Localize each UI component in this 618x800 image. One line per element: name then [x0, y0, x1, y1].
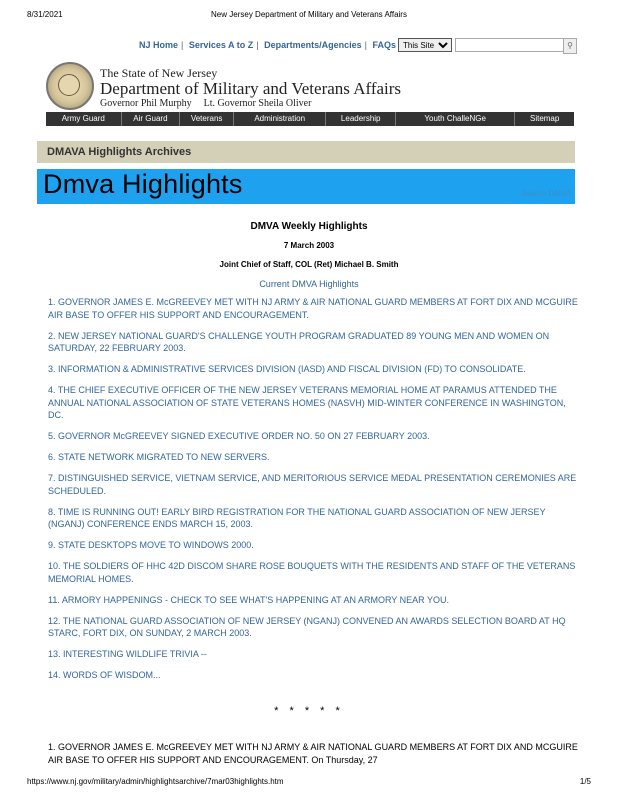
main-nav [46, 112, 574, 126]
nav-army-guard[interactable]: Army Guard [46, 112, 122, 126]
services-a-to-z-link[interactable]: Services A to Z [188, 40, 254, 50]
search-icon[interactable]: ⚲ [563, 38, 577, 54]
print-page-number: 1/5 [579, 777, 591, 786]
state-name: The State of New Jersey [100, 66, 218, 80]
print-date: 8/31/2021 [27, 10, 63, 19]
list-item[interactable]: 10. THE SOLDIERS OF HHC 42D DISCOM SHARE ROSE BOUQUETS WITH THE RESIDENTS AND STAFF OF THE VETERANS MEMORIAL HOMES. [48, 561, 576, 584]
print-title: New Jersey Department of Military and Veterans Affairs [211, 10, 407, 19]
lt-governor-name: Lt. Governor Sheila Oliver [203, 98, 312, 109]
list-item[interactable]: 12. THE NATIONAL GUARD ASSOCIATION OF NEW JERSEY (NGANJ) CONVENED AN AWARDS SELECTION BOARD AT HQ STARC, FORT DIX, ON SUNDAY, 2 MARCH 2003. [48, 615, 566, 638]
highlights-date: 7 March 2003 [283, 241, 335, 250]
list-item[interactable]: 5. GOVERNOR McGREEVEY SIGNED EXECUTIVE ORDER NO. 50 ON 27 FEBRUARY 2003. [48, 431, 430, 441]
first-story-paragraph: 1. GOVERNOR JAMES E. McGREEVEY MET WITH NJ ARMY & AIR NATIONAL GUARD MEMBERS AT FORT DIX AND MCGUIRE AIR BASE TO OFFER HIS SUPPORT AND ENCOURAGEMENT. On Thursday, 27 [48, 742, 578, 765]
list-item[interactable]: 14. WORDS OF WISDOM... [48, 670, 161, 680]
nav-administration[interactable]: Administration [234, 112, 326, 126]
departments-agencies-link[interactable]: Departments/Agencies [264, 40, 362, 50]
nav-youth-challenge[interactable]: Youth ChalleNGe [396, 112, 515, 126]
list-item[interactable]: 9. STATE DESKTOPS MOVE TO WINDOWS 2000. [48, 540, 254, 550]
faqs-link[interactable]: FAQs [372, 40, 396, 50]
list-item[interactable]: 6. STATE NETWORK MIGRATED TO NEW SERVERS. [48, 452, 270, 462]
list-item[interactable]: 13. INTERESTING WILDLIFE TRIVIA -- [48, 649, 207, 659]
top-links: NJ Home | Services A to Z | Departments/Agencies | FAQs [138, 40, 396, 50]
print-url: https://www.nj.gov/military/admin/highlightsarchive/7mar03highlights.htm [27, 777, 284, 786]
governor-name: Governor Phil Murphy [100, 98, 192, 109]
search-scope-select[interactable] [398, 38, 452, 52]
state-seal-icon [46, 62, 94, 110]
highlights-list [48, 296, 578, 690]
banner-small-link[interactable]: Search DMVA [520, 189, 571, 198]
archives-title: DMAVA Highlights Archives [47, 146, 192, 158]
nav-leadership[interactable]: Leadership [326, 112, 396, 126]
officials-line [100, 98, 311, 109]
list-item[interactable]: 8. TIME IS RUNNING OUT! EARLY BIRD REGISTRATION FOR THE NATIONAL GUARD ASSOCIATION OF NEW JERSEY (NGANJ) CONFERENCE ENDS MARCH 15, 2003. [48, 506, 546, 529]
print-header [0, 10, 618, 24]
nav-sitemap[interactable]: Sitemap [529, 114, 560, 123]
archives-bar [37, 141, 575, 163]
list-item[interactable]: 11. ARMORY HAPPENINGS - CHECK TO SEE WHAT'S HAPPENING AT AN ARMORY NEAR YOU. [48, 594, 449, 605]
search-input[interactable] [455, 38, 567, 52]
list-item[interactable]: 2. NEW JERSEY NATIONAL GUARD'S CHALLENGE YOUTH PROGRAM GRADUATED 89 YOUNG MEN AND WOMEN ON SATURDAY, 22 FEBRUARY 2003. [48, 330, 550, 353]
department-name: Department of Military and Veterans Affairs [100, 79, 402, 98]
nav-veterans[interactable]: Veterans [180, 112, 234, 126]
page-title: DMVA Weekly Highlights [250, 221, 368, 232]
top-links-bar [0, 36, 618, 54]
nj-home-link[interactable]: NJ Home [138, 40, 178, 50]
list-item[interactable]: 4. THE CHIEF EXECUTIVE OFFICER OF THE NEW JERSEY VETERANS MEMORIAL HOME AT PARAMUS ATTENDED THE ANNUAL NATIONAL ASSOCIATION OF STATE VETERANS HOMES (NASVH) MID-WINTER CONFERENCE IN WASHINGTON, DC. [48, 385, 566, 420]
highlights-banner [37, 169, 575, 204]
banner-title: Dmva Highlights [43, 169, 243, 199]
list-item[interactable]: 1. GOVERNOR JAMES E. McGREEVEY MET WITH NJ ARMY & AIR NATIONAL GUARD MEMBERS AT FORT DIX AND MCGUIRE AIR BASE TO OFFER HIS SUPPORT AND ENCOURAGEMENT. [48, 297, 578, 320]
section-separator: * * * * * [274, 705, 344, 717]
nav-air-guard[interactable]: Air Guard [122, 112, 181, 126]
list-item[interactable]: 7. DISTINGUISHED SERVICE, VIETNAM SERVICE, AND MERITORIOUS SERVICE MEDAL PRESENTATION CEREMONIES ARE SCHEDULED. [48, 473, 577, 496]
chief-line: Joint Chief of Staff, COL (Ret) Michael B. Smith [219, 260, 399, 269]
current-highlights-link[interactable]: Current DMVA Highlights [259, 279, 359, 289]
list-item[interactable]: 3. INFORMATION & ADMINISTRATIVE SERVICES DIVISION (IASD) AND FISCAL DIVISION (FD) TO CONSOLIDATE. [48, 364, 526, 374]
